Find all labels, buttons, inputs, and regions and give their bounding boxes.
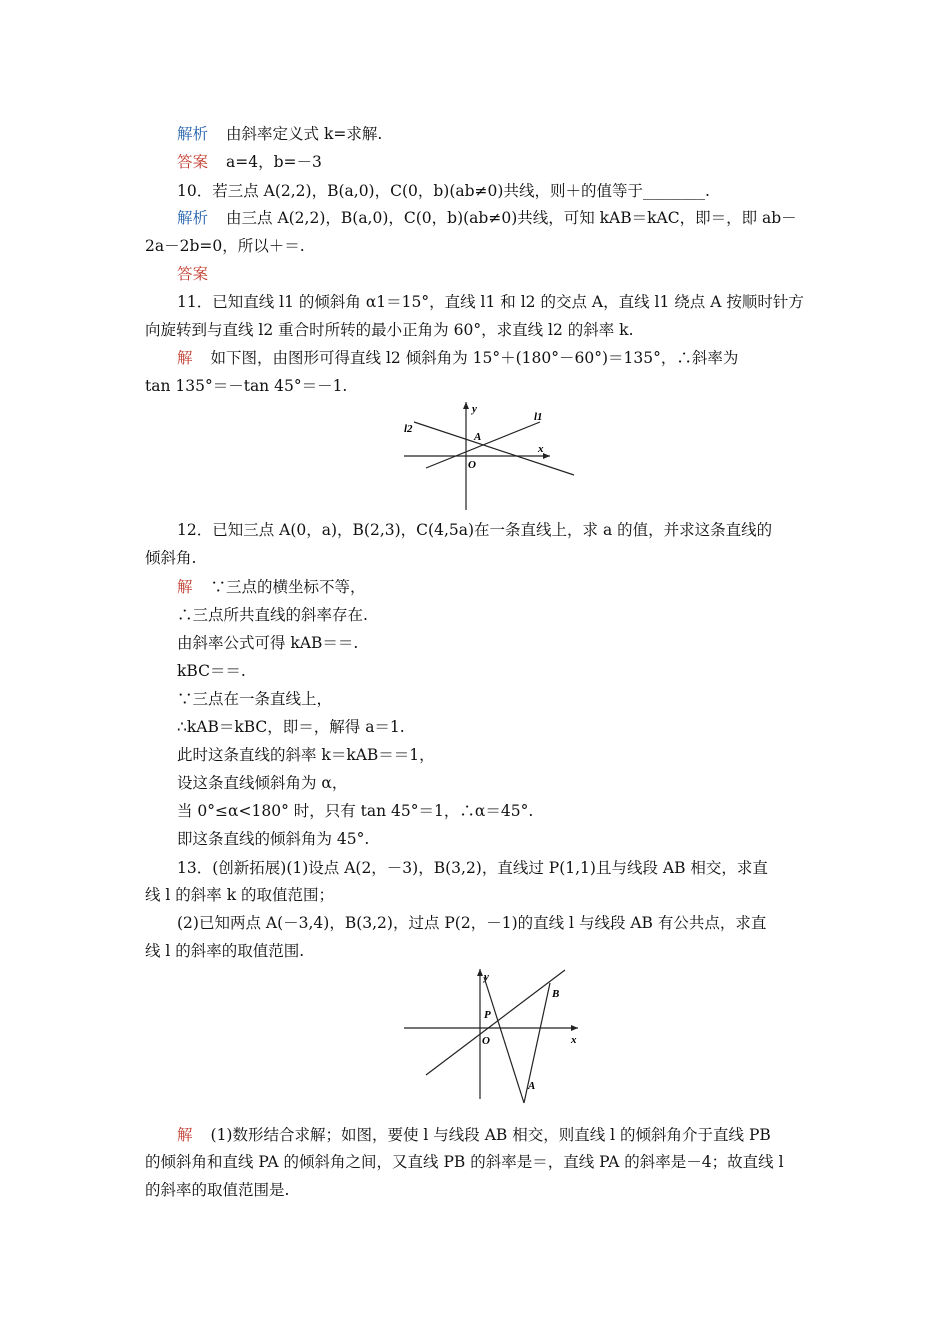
solution-12-8 <box>177 773 347 793</box>
segment-pa <box>484 977 524 1103</box>
line-text: ∴kAB＝kBC，即＝，解得 a＝1. <box>177 718 405 736</box>
question-13-cont <box>145 885 334 905</box>
line-text: 13．(创新拓展)(1)设点 A(2，－3)，B(3,2)，直线过 P(1,1)且与线段 AB 相交，求直 <box>177 859 768 877</box>
label-solution: 解 <box>177 349 193 367</box>
line-text: 12．已知三点 A(0，a)，B(2,3)，C(4,5a)在一条直线上，求 a 的值，并求这条直线的 <box>177 521 773 539</box>
answer-10-answer <box>177 264 226 284</box>
line-text: 由斜率定义式 k=求解. <box>226 125 383 143</box>
x-label: x <box>571 1034 577 1046</box>
line-text: (1)数形结合求解；如图，要使 l 与线段 AB 相交，则直线 l 的倾斜角介于直线 PB <box>210 1126 771 1144</box>
line-text: ∵三点在一条直线上， <box>177 690 333 708</box>
y-axis-arrow <box>477 969 483 976</box>
label-analysis: 解析 <box>177 209 209 227</box>
point-a-label: A <box>528 1080 536 1092</box>
l1-label: l1 <box>534 411 543 423</box>
line-text: 向旋转到与直线 l2 重合时所转的最小正角为 60°，求直线 l2 的斜率 k. <box>145 321 634 339</box>
solution-12-2 <box>177 605 368 625</box>
line-text: tan 135°＝－tan 45°＝－1. <box>145 377 348 395</box>
line-text: 此时这条直线的斜率 k＝kAB＝＝1， <box>177 746 435 764</box>
question-12-cont <box>145 548 196 568</box>
line-text: 由三点 A(2,2)，B(a,0)，C(0，b)(ab≠0)共线，可知 kAB＝kAC，即＝，即 ab－ <box>226 209 797 227</box>
solution-13-cont2 <box>145 1180 289 1200</box>
answer-10-analysis <box>177 208 797 228</box>
line-text: kBC＝＝. <box>177 662 246 680</box>
question-13 <box>177 858 768 878</box>
line-text: 设这条直线倾斜角为 α， <box>177 774 348 792</box>
origin-label: O <box>482 1035 490 1047</box>
x-axis-arrow <box>571 1025 578 1031</box>
solution-12-5 <box>177 689 332 709</box>
solution-13 <box>177 1125 771 1145</box>
line-text: ∴三点所共直线的斜率存在. <box>177 606 368 624</box>
y-axis-arrow <box>463 402 469 409</box>
line-text: 线 l 的斜率 k 的取值范围； <box>145 886 335 904</box>
answer-9-analysis <box>177 124 382 144</box>
label-analysis: 解析 <box>177 125 209 143</box>
y-label: y <box>484 971 489 983</box>
point-p-label: P <box>484 1009 491 1021</box>
line-text: 当 0°≤α<180° 时，只有 tan 45°＝1，∴α＝45°. <box>177 802 534 820</box>
solution-11 <box>177 348 738 368</box>
question-12 <box>177 520 772 540</box>
solution-12-9 <box>177 801 533 821</box>
solution-12-4 <box>177 661 246 681</box>
line-text: 倾斜角. <box>145 549 197 567</box>
question-13-part2-cont <box>145 941 304 961</box>
label-solution: 解 <box>177 1126 193 1144</box>
line-text: a=4，b=－3 <box>226 153 322 171</box>
solution-12-10 <box>177 829 369 849</box>
solution-11-cont <box>145 376 347 396</box>
answer-10-analysis-cont <box>145 236 305 256</box>
line-text: 的斜率的取值范围是. <box>145 1181 290 1199</box>
origin-label: O <box>468 459 476 471</box>
line-text: (2)已知两点 A(－3,4)，B(3,2)，过点 P(2，－1)的直线 l 与线段 AB 有公共点，求直 <box>177 914 767 932</box>
line-text: 由斜率公式可得 kAB＝＝. <box>177 634 359 652</box>
line-text: 的倾斜角和直线 PA 的倾斜角之间，又直线 PB 的斜率是＝，直线 PA 的斜率是－4；故直线 l <box>145 1153 784 1171</box>
line-text: 11．已知直线 l1 的倾斜角 α1＝15°，直线 l1 和 l2 的交点 A，直线 l1 绕点 A 按顺时针方 <box>177 293 804 311</box>
label-answer: 答案 <box>177 153 209 171</box>
x-label: x <box>538 443 544 455</box>
y-label: y <box>472 403 477 415</box>
point-a-label: A <box>474 431 482 443</box>
solution-13-cont <box>145 1152 784 1172</box>
line-text: 2a－2b=0，所以＋＝. <box>145 237 305 255</box>
solution-12-3 <box>177 633 358 653</box>
label-solution: 解 <box>177 578 193 596</box>
figure-segment-ab <box>400 965 590 1105</box>
answer-9-answer <box>177 152 322 172</box>
line-text: 即这条直线的倾斜角为 45°. <box>177 830 370 848</box>
label-answer: 答案 <box>177 265 209 283</box>
line-text: 如下图，由图形可得直线 l2 倾斜角为 15°＋(180°－60°)＝135°，∴斜率为 <box>210 349 739 367</box>
solution-12-7 <box>177 745 435 765</box>
question-11 <box>177 292 804 312</box>
line-l1 <box>426 422 540 468</box>
solution-12-6 <box>177 717 405 737</box>
solution-12-1 <box>177 577 366 597</box>
point-b-label: B <box>552 988 560 1000</box>
question-10 <box>177 181 710 201</box>
figure-lines-l1-l2 <box>400 400 580 512</box>
line-text: 10．若三点 A(2,2)，B(a,0)，C(0，b)(ab≠0)共线，则＋的值等于________. <box>177 182 710 200</box>
question-13-part2 <box>177 913 766 933</box>
line-l2 <box>414 422 574 475</box>
x-axis-arrow <box>543 453 550 459</box>
l2-label: l2 <box>404 423 413 435</box>
question-11-cont <box>145 320 634 340</box>
line-text: 线 l 的斜率的取值范围. <box>145 942 305 960</box>
line-text: ∵三点的横坐标不等， <box>210 578 366 596</box>
line-l <box>426 970 565 1075</box>
